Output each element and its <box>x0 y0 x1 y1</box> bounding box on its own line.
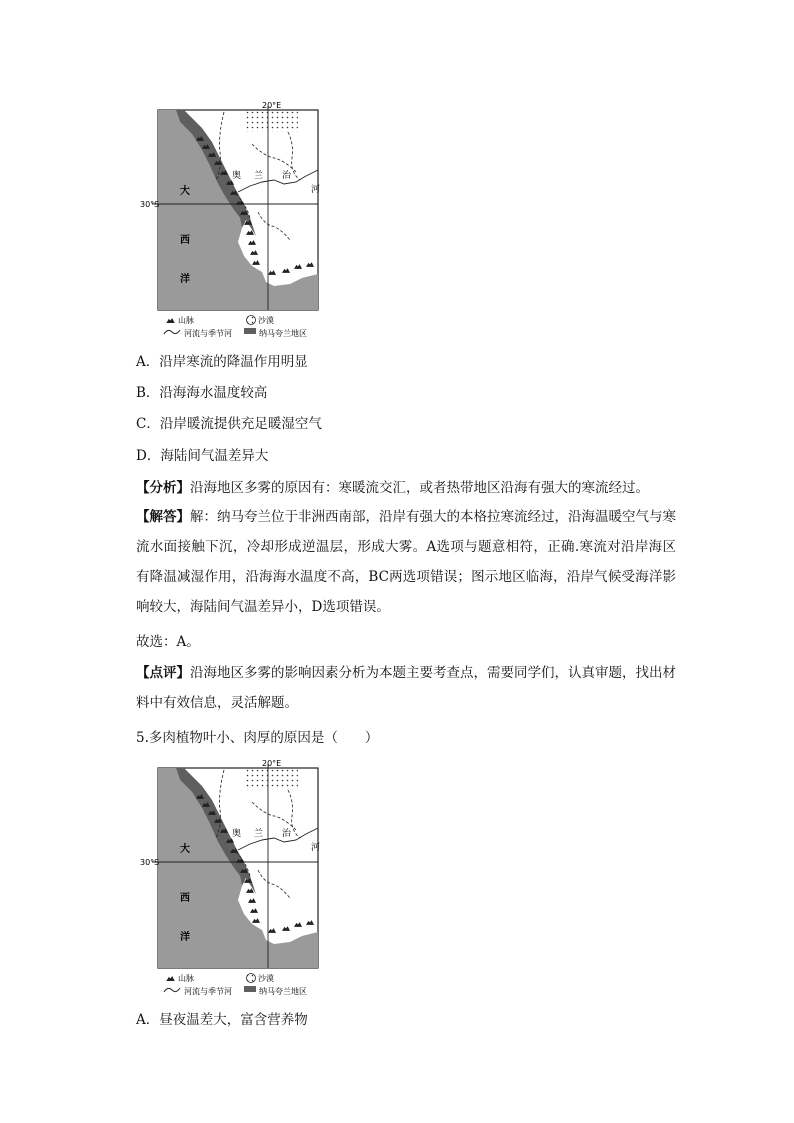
q4-option-b: B．沿海海水温度较高 <box>136 385 268 401</box>
latitude-label: 30°S <box>140 858 160 867</box>
q4-option-d: D．海陆间气温差异大 <box>136 448 269 464</box>
legend-namaqua: 纳马夸兰地区 <box>259 987 307 996</box>
answer-tag: 【解答】 <box>136 509 190 525</box>
analysis-paragraph <box>136 473 676 503</box>
legend-mountain: 山脉 <box>178 316 194 325</box>
q4-option-c: C．沿岸暖流提供充足暖湿空气 <box>136 416 322 432</box>
analysis-tag: 【分析】 <box>136 480 190 496</box>
ocean-char-1: 大 <box>180 844 190 855</box>
comment-paragraph <box>136 658 676 718</box>
region-char-2: 兰 <box>254 829 264 839</box>
q5-stem: 5.多肉植物叶小、肉厚的原因是（ ） <box>136 730 379 746</box>
comment-text: 沿海地区多雾的影响因素分析为本题主要考查点，需要同学们，认真审题，找出材料中有效信息，灵活解题。 <box>136 665 676 711</box>
region-char-4: 河 <box>311 843 321 853</box>
longitude-label: 20°E <box>262 101 282 110</box>
map-figure-1 <box>140 100 340 340</box>
legend-desert: 沙漠 <box>258 974 274 983</box>
namaqualand-map-2 <box>140 758 340 998</box>
legend-namaqua: 纳马夸兰地区 <box>259 329 307 338</box>
region-char-1: 奥 <box>232 829 242 839</box>
region-char-4: 河 <box>311 185 321 195</box>
legend-river: 河流与季节河 <box>184 329 232 338</box>
ocean-char-2: 西 <box>180 235 190 246</box>
comment-tag: 【点评】 <box>136 665 190 681</box>
map-figure-2 <box>140 758 340 998</box>
answer-text: 解：纳马夸兰位于非洲西南部，沿岸有强大的本格拉寒流经过，沿海温暖空气与寒流水面接触下沉，冷却形成逆温层，形成大雾。A选项与题意相符，正确.寒流对沿岸海区有降温减湿作用，沿海海水温度不高，BC两选项错误；图示地区临海，沿岸气候受海洋影响较大，海陆间气温差异小，D选项错误。 <box>136 509 676 615</box>
ocean-char-2: 西 <box>180 893 190 904</box>
region-char-1: 奥 <box>232 171 242 181</box>
ocean-char-1: 大 <box>180 186 190 197</box>
longitude-label: 20°E <box>262 759 282 768</box>
region-char-2: 兰 <box>254 171 264 181</box>
region-char-3: 治 <box>282 171 292 181</box>
analysis-text: 沿海地区多雾的原因有：寒暖流交汇，或者热带地区沿海有强大的寒流经过。 <box>190 480 649 496</box>
ocean-char-3: 洋 <box>180 932 190 943</box>
namaqualand-map-1 <box>140 100 340 340</box>
q5-option-a: A．昼夜温差大，富含营养物 <box>136 1012 308 1028</box>
legend-river: 河流与季节河 <box>184 987 232 996</box>
q4-option-a: A．沿岸寒流的降温作用明显 <box>136 354 308 370</box>
region-char-3: 治 <box>282 829 292 839</box>
answer-choice: 故选：A。 <box>136 634 200 650</box>
legend-desert: 沙漠 <box>258 316 274 325</box>
legend-mountain: 山脉 <box>178 974 194 983</box>
answer-paragraph <box>136 502 676 622</box>
latitude-label: 30°S <box>140 200 160 209</box>
ocean-char-3: 洋 <box>180 274 190 285</box>
